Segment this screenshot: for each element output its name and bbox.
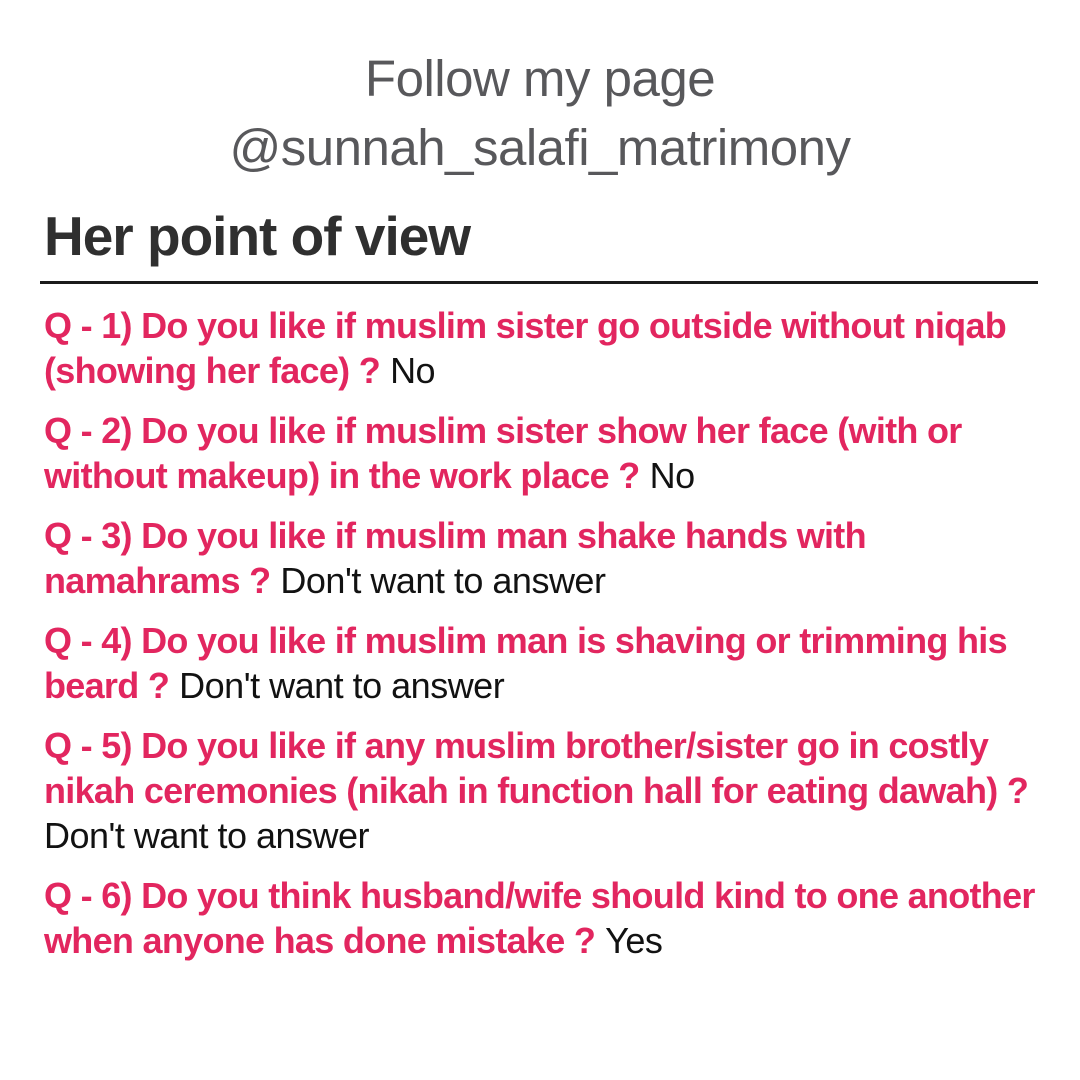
question-text: Q - 6) Do you think husband/wife should kind to one another when anyone has done mistake ?	[44, 875, 1035, 961]
answer-text: No	[649, 455, 695, 496]
qa-item	[44, 303, 1044, 393]
page-title: Her point of view	[44, 205, 471, 267]
qa-item	[44, 408, 1044, 498]
question-text: Q - 5) Do you like if any muslim brother/sister go in costly nikah ceremonies (nikah in function hall for eating dawah) ?	[44, 725, 1029, 811]
follow-text: Follow my page	[364, 50, 716, 107]
qa-list	[44, 303, 1044, 963]
question-text: Q - 4) Do you like if muslim man is shaving or trimming his beard ?	[44, 620, 1007, 706]
answer-text: Don't want to answer	[179, 665, 505, 706]
qa-item	[44, 873, 1044, 963]
answer-text: Yes	[605, 920, 663, 961]
question-text: Q - 1) Do you like if muslim sister go outside without niqab (showing her face) ?	[44, 305, 1007, 391]
follow-header	[0, 0, 1080, 182]
qa-item	[44, 723, 1044, 858]
qa-item	[44, 513, 1044, 603]
answer-text: Don't want to answer	[280, 560, 606, 601]
question-text: Q - 3) Do you like if muslim man shake hands with namahrams ?	[44, 515, 866, 601]
account-handle: @sunnah_salafi_matrimony	[229, 119, 851, 176]
answer-text: No	[390, 350, 436, 391]
answer-text: Don't want to answer	[44, 815, 370, 856]
title-underline	[40, 281, 1038, 284]
qa-item	[44, 618, 1044, 708]
question-text: Q - 2) Do you like if muslim sister show her face (with or without makeup) in the work place ?	[44, 410, 962, 496]
